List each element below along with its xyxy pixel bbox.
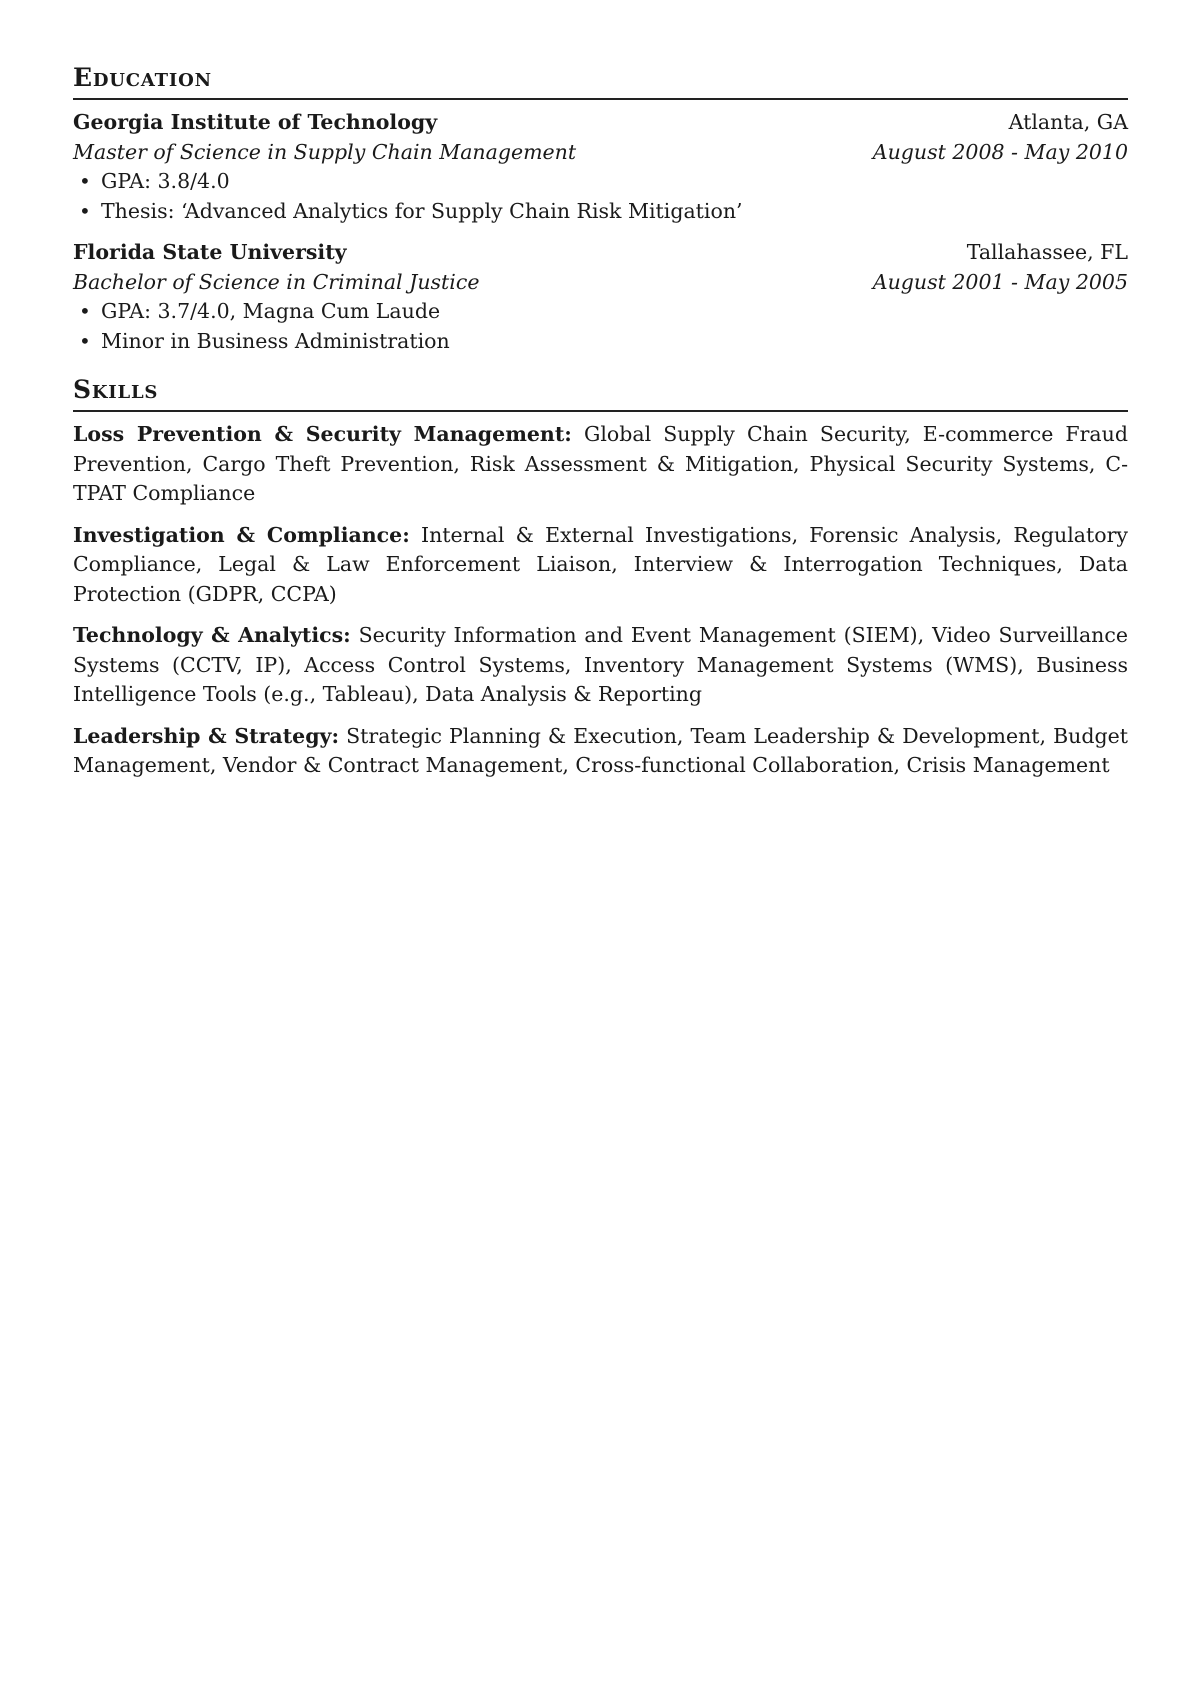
skill-group-text: Internal & External Investigations, Forensic Analysis, Regulatory Compliance, Legal & Law Enforcement Liaison, Interview & Interrogation Techniques, Data Protection (GDPR, CCPA) — [73, 522, 1128, 606]
bullet-icon: • — [79, 328, 91, 353]
bullet-text: Thesis: ‘Advanced Analytics for Supply Chain Risk Mitigation’ — [101, 198, 743, 223]
skill-group — [73, 722, 1128, 781]
education-body — [73, 100, 1128, 356]
skill-group-text: Global Supply Chain Security, E-commerce Fraud Prevention, Cargo Theft Prevention, Risk Assessment & Mitigation, Physical Security Systems, C-TPAT Compliance — [73, 422, 1128, 505]
skill-group — [73, 621, 1128, 710]
skills-body — [73, 412, 1128, 781]
education-section — [73, 62, 1128, 356]
education-entry — [73, 238, 1128, 356]
education-bullets — [73, 167, 1128, 226]
resume-content — [73, 62, 1128, 781]
bullet-icon: • — [79, 169, 91, 193]
education-entry-header — [73, 238, 1128, 268]
skills-heading: Skills — [73, 374, 1128, 412]
bullet-text: GPA: 3.8/4.0 — [101, 169, 230, 193]
date-range: August 2008 - May 2010 — [872, 139, 1128, 164]
bullet-icon: • — [79, 299, 91, 323]
skill-group-label: Loss Prevention & Security Management: — [73, 422, 572, 446]
degree: Bachelor of Science in Criminal Justice — [73, 269, 480, 294]
skill-group-label: Leadership & Strategy: — [73, 723, 340, 748]
bullet-item — [73, 327, 1128, 357]
bullet-text: GPA: 3.7/4.0, Magna Cum Laude — [101, 299, 441, 323]
school-name: Florida State University — [73, 240, 347, 264]
degree: Master of Science in Supply Chain Management — [73, 139, 577, 164]
skill-group — [73, 420, 1128, 509]
skill-group-text: Security Information and Event Management (SIEM), Video Surveillance Systems (CCTV, IP), Access Control Systems, Inventory Management Systems (WMS), Business Intelligence Tools (e.g., Tableau), Data Analysis & Reporting — [73, 623, 1128, 706]
education-entry-subheader — [73, 138, 1128, 168]
education-entry — [73, 108, 1128, 226]
skill-group — [73, 521, 1128, 610]
school-name: Georgia Institute of Technology — [73, 110, 438, 134]
education-bullets — [73, 297, 1128, 356]
bullet-item — [73, 297, 1128, 327]
bullet-item — [73, 167, 1128, 197]
skill-group-label: Technology & Analytics: — [73, 623, 351, 647]
bullet-text: Minor in Business Administration — [101, 328, 450, 353]
education-entry-subheader — [73, 268, 1128, 298]
skills-section — [73, 374, 1128, 781]
bullet-item — [73, 197, 1128, 227]
school-location: Tallahassee, FL — [966, 240, 1128, 264]
education-heading: Education — [73, 62, 1128, 100]
bullet-icon: • — [79, 198, 91, 223]
date-range: August 2001 - May 2005 — [872, 269, 1128, 294]
education-entry-header — [73, 108, 1128, 138]
skill-group-label: Investigation & Compliance: — [73, 522, 410, 547]
school-location: Atlanta, GA — [1008, 110, 1128, 134]
skill-group-text: Strategic Planning & Execution, Team Leadership & Development, Budget Management, Vendor & Contract Management, Cross-functional Collaboration, Crisis Management — [73, 723, 1128, 777]
